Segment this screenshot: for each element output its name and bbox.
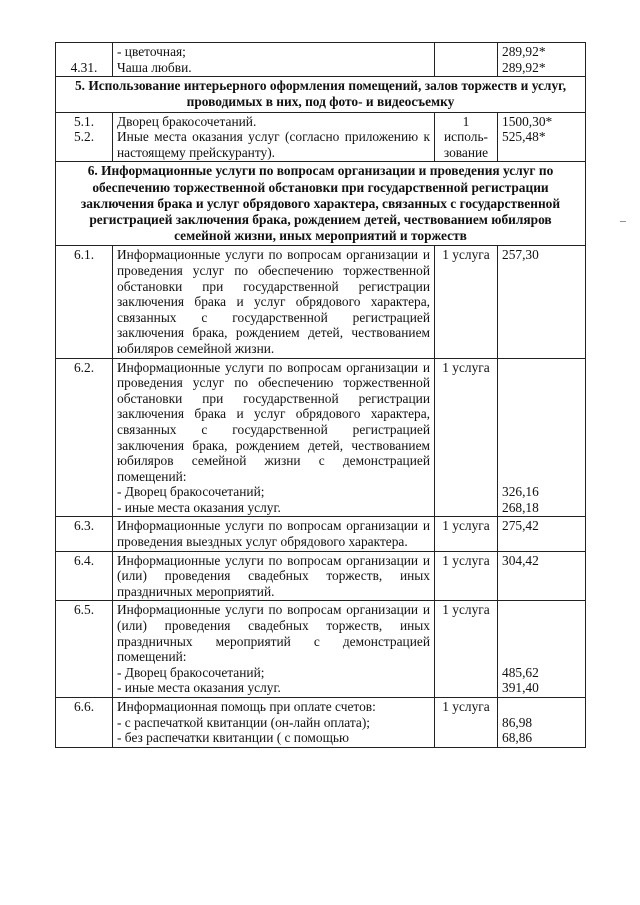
row-unit: 1 услуга [435,601,498,698]
row-unit: 1 услуга [435,551,498,601]
row-number: 6.1. [56,246,113,358]
row-number: 4.31. [56,43,113,77]
row-number: 5.1. 5.2. [56,112,113,162]
row-price: 1500,30* 525,48* [498,112,586,162]
section-heading-6 [56,162,586,246]
row-price: 485,62 391,40 [498,601,586,698]
table-row-6-2 [56,358,586,517]
table-row-6-4 [56,551,586,601]
price-table [55,42,586,748]
table-row-6-6 [56,698,586,748]
row-number: 6.6. [56,698,113,748]
row-number: 6.4. [56,551,113,601]
row-price: 326,16 268,18 [498,358,586,517]
row-description: - цветочная; Чаша любви. [113,43,435,77]
table-row-5 [56,112,586,162]
section-title: 6. Информационные услуги по вопросам организации и проведения услуг по обеспечению торжественной обстановки при государственной регистрации заключения брака и услуг обрядового характера, связанных с государственной регистрацией заключения брака, рождением детей, чествованием юбиляров семейной жизни, иных мероприятий и торжеств [56,162,586,246]
margin-mark: – [620,213,626,227]
table-row-6-1 [56,246,586,358]
table-row-6-5 [56,601,586,698]
row-unit: 1 услуга [435,698,498,748]
section-heading-5 [56,77,586,112]
row-unit: 1 исполь-зование [435,112,498,162]
row-price: 304,42 [498,551,586,601]
row-price: 86,98 68,86 [498,698,586,748]
row-description: Информационные услуги по вопросам организации и (или) проведения свадебных торжеств, иных праздничных мероприятий. [113,551,435,601]
row-price: 257,30 [498,246,586,358]
row-description: Информационные услуги по вопросам организации и проведения выездных услуг обрядового характера. [113,517,435,551]
table-row-4-31 [56,43,586,77]
row-description: Информационная помощь при оплате счетов: - с распечаткой квитанции (он-лайн оплата); - без распечатки квитанции ( с помощью [113,698,435,748]
row-price: 289,92* 289,92* [498,43,586,77]
row-unit: 1 услуга [435,517,498,551]
row-number: 6.3. [56,517,113,551]
row-unit [435,43,498,77]
row-number: 6.2. [56,358,113,517]
table-row-6-3 [56,517,586,551]
row-description: Информационные услуги по вопросам организации и (или) проведения свадебных торжеств, иных праздничных мероприятий с демонстрацией помещений: - Дворец бракосочетаний; - иные места оказания услуг. [113,601,435,698]
row-price: 275,42 [498,517,586,551]
row-description: Информационные услуги по вопросам организации и проведения услуг по обеспечению торжественной обстановки при государственной регистрации заключения брака и услуг обрядового характера, связанных с государственной регистрацией заключения брака, рождением детей, чествованием юбиляров семейной жизни. [113,246,435,358]
row-description: Информационные услуги по вопросам организации и проведения услуг по обеспечению торжественной обстановки при государственной регистрации заключения брака и услуг обрядового характера, связанных с государственной регистрацией заключения брака, рождением детей, чествованием юбиляров семейной жизни с демонстрацией помещений: - Дворец бракосочетаний; - иные места оказания услуг. [113,358,435,517]
row-unit: 1 услуга [435,246,498,358]
row-description: Дворец бракосочетаний. Иные места оказания услуг (согласно приложению к настоящему прейскуранту). [113,112,435,162]
row-number: 6.5. [56,601,113,698]
section-title: 5. Использование интерьерного оформления помещений, залов торжеств и услуг, проводимых в них, под фото- и видеосъемку [56,77,586,112]
row-unit: 1 услуга [435,358,498,517]
